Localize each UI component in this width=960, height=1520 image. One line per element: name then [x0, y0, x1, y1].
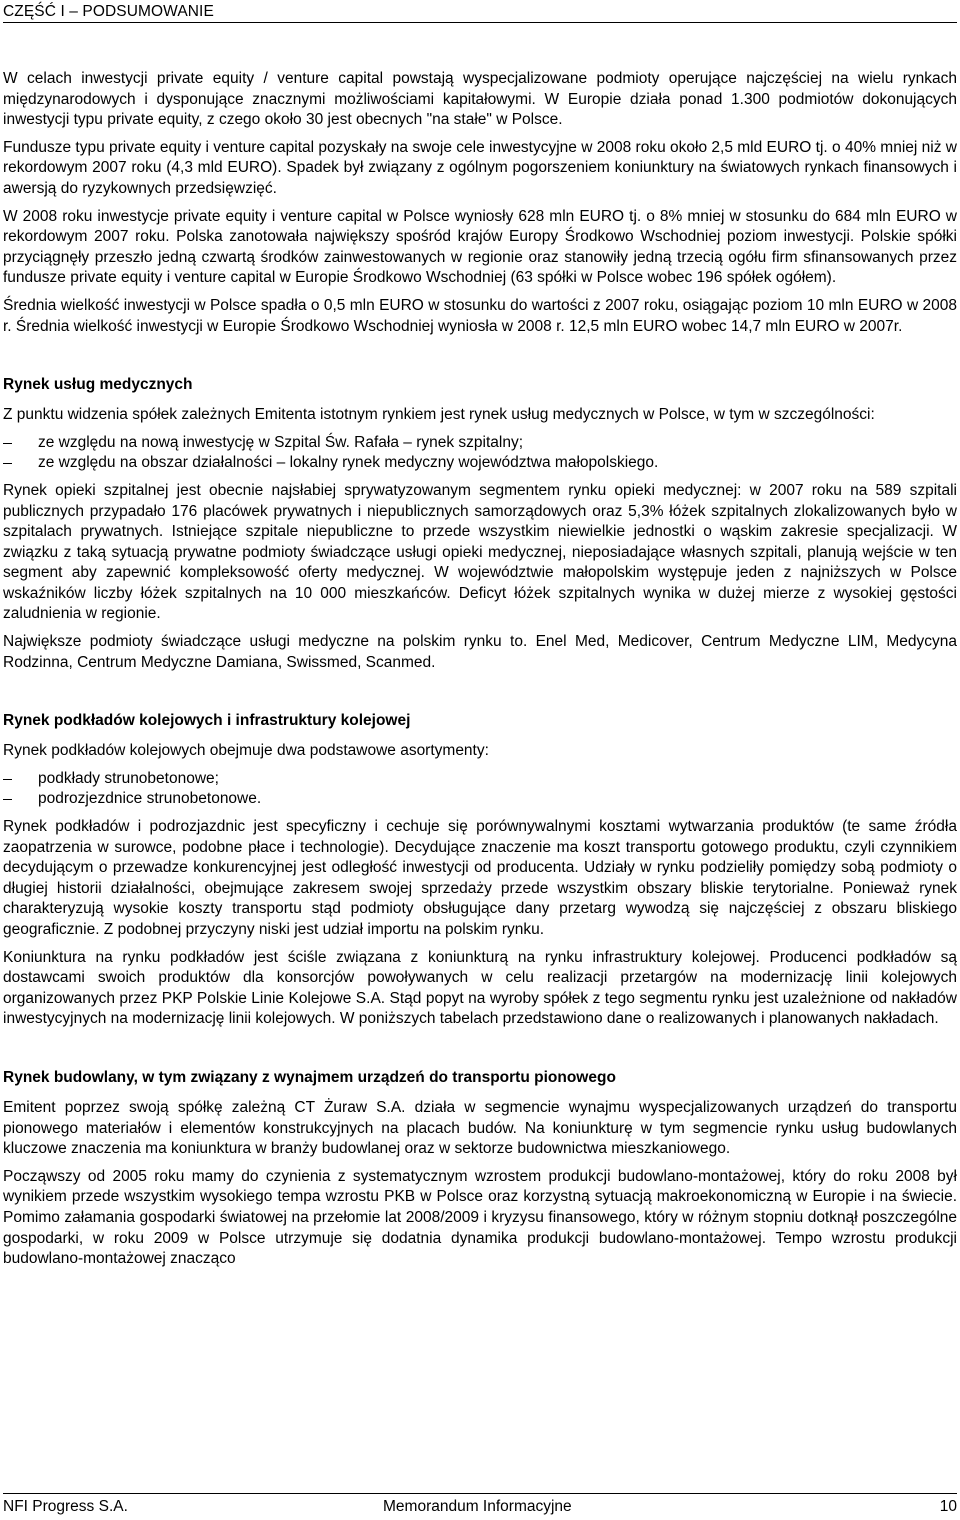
heading-medical-market: Rynek usług medycznych: [3, 376, 193, 394]
paragraph-rail-specifics: Rynek podkładów i podrozjazdnic jest specyficzny i cechuje się porównywalnymi kosztami wytwarzania produktów (te same źródła zaopatrzenia w surowce, podobne płace i technologie). Decydujące znaczenie ma koszt transportu gotowego produktu, czyli czynnikiem decydującym o przewadze konkurencyjnej jest odległość inwestycji od producenta. Udziały w rynku podzieliły pomiędzy sobą podmioty o długiej historii działalności, obejmujące zakresem swojej sprzedaży przede wszystkim obszary bliskie terytorialne. Ponieważ rynek charakteryzują wysokie koszty transportu stąd podmioty obsługujące dany przetarg wywodzą się najczęściej z obszaru bliskiego geograficznie. Z podobnej przyczyny niski jest udział importu na polskim rynku.: [3, 818, 957, 938]
dash-bullet-icon: [3, 779, 12, 780]
paragraph-pe-poland: W 2008 roku inwestycje private equity i venture capital w Polsce wyniosły 628 mln EURO tj. o 8% mniej w stosunku do 684 mln EURO w rekordowym 2007 roku. Polska zanotowała największy spośród krajów Europy Środkowo Wschodniej poziom inwestycji. Polskie spółki przyciągnęły przeszło jedną czwartą środków zainwestowanych w regionie oraz stanowiły jedną trzecią ogółu firm sfinansowanych przez fundusze private equity i venture capital w Europie Środkowo Wschodniej (63 spółki w Polsce wobec 196 spółek ogółem).: [3, 207, 957, 287]
footer-company: NFI Progress S.A.: [3, 1498, 128, 1515]
paragraph-rail-intro: Rynek podkładów kolejowych obejmuje dwa podstawowe asortymenty:: [3, 742, 489, 760]
heading-construction-market: Rynek budowlany, w tym związany z wynajmem urządzeń do transportu pionowego: [3, 1068, 616, 1086]
paragraph-construction-growth: Począwszy od 2005 roku mamy do czynienia z systematycznym wzrostem produkcji budowlano-montażowej, który do roku 2008 był wynikiem przede wszystkim wysokiego tempa wzrostu PKB w Polsce oraz korzystną sytuacją makroekonomiczną w Europie i na świecie. Pomimo załamania gospodarki światowej na przełomie lat 2008/2009 i kryzysu finansowego, który w różnym stopniu dotknął poszczególne gospodarki, w roku 2009 w Polsce utrzymuje się dodatnia dynamika produkcji budowlano-montażowej. Tempo wzrostu produkcji budowlano-montażowej znacząco: [3, 1167, 957, 1268]
rail-bullet-list: [3, 769, 957, 810]
footer-document-title: Memorandum Informacyjne: [383, 1498, 572, 1515]
section-title: CZĘŚĆ I – PODSUMOWANIE: [3, 3, 214, 20]
list-item: podrozjezdnice strunobetonowe.: [3, 789, 957, 810]
list-item: ze względu na nową inwestycję w Szpital Św. Rafała – rynek szpitalny;: [3, 433, 957, 454]
page-footer: [3, 1493, 957, 1514]
paragraph-construction-intro: Emitent poprzez swoją spółkę zależną CT Żuraw S.A. działa w segmencie wynajmu wyspecjalizowanych urządzeń do transportu pionowego materiałów i elementów konstrukcyjnych na placach budów. Na koniunkturę w tym segmencie rynku usług budowlanych kluczowe znaczenia ma koniunktura w branży budowlanej oraz w sektorze budownictwa mieszkaniowego.: [3, 1098, 957, 1158]
page-number: 10: [939, 1498, 957, 1515]
paragraph-pe-intro: W celach inwestycji private equity / venture capital powstają wyspecjalizowane podmioty operujące najczęściej na wielu rynkach międzynarodowych i dysponujące znacznymi możliwościami kapitałowymi. W Europie działa ponad 1.300 podmiotów dokonujących inwestycji typu private equity, z czego około 30 jest obecnych "na stałe" w Polsce.: [3, 70, 957, 129]
paragraph-pe-funds: Fundusze typu private equity i venture capital pozyskały na swoje cele inwestycyjne w 2008 roku około 2,5 mld EURO tj. o 40% mniej niż w rekordowym 2007 roku (4,3 mld EURO). Spadek był związany z ogólnym pogorszeniem koniunktury na światowych rynkach finansowych i awersją do ryzykownych przedsięwzięć.: [3, 138, 957, 197]
dash-bullet-icon: [3, 443, 12, 444]
paragraph-medical-intro: Z punktu widzenia spółek zależnych Emitenta istotnym rynkiem jest rynek usług medycznych w Polsce, w tym w szczególności:: [3, 406, 875, 424]
paragraph-pe-average: Średnia wielkość inwestycji w Polsce spadła o 0,5 mln EURO w stosunku do wartości z 2007 roku, osiągając poziom 10 mln EURO w 2008 r. Średnia wielkość inwestycji w Europie Środkowo Wschodniej wyniosła w 2008 r. 12,5 mln EURO wobec 14,7 mln EURO w 2007r.: [3, 296, 957, 335]
list-item: ze względu na obszar działalności – lokalny rynek medyczny województwa małopolskiego.: [3, 453, 957, 474]
paragraph-medical-players: Największe podmioty świadczące usługi medyczne na polskim rynku to. Enel Med, Medicover, Centrum Medyczne LIM, Medycyna Rodzinna, Centrum Medyczne Damiana, Swissmed, Scanmed.: [3, 633, 957, 671]
page-header: [3, 3, 957, 23]
dash-bullet-icon: [3, 799, 12, 800]
page-content: [3, 69, 957, 1270]
list-item: podkłady strunobetonowe;: [3, 769, 957, 790]
dash-bullet-icon: [3, 463, 12, 464]
medical-bullet-list: [3, 433, 957, 474]
paragraph-hospital-market: Rynek opieki szpitalnej jest obecnie najsłabiej sprywatyzowanym segmentem rynku opieki medycznej: w 2007 roku na 589 szpitali publicznych przypadało 176 placówek prywatnych i niepublicznych samorządowych oraz 5,3% łóżek szpitalnych zlokalizowanych było w szpitalach prywatnych. Istniejące szpitale niepubliczne to przede wszystkim niewielkie jednostki o wąskim zakresie specjalizacji. W związku z taką sytuacją prywatne podmioty świadczące usługi opieki medycznej, nieposiadające własnych szpitali, planują wejście w ten segment aby zapewnić kompleksowość oferty medycznej. W województwie małopolskim występuje jeden z najniższych w Polsce wskaźników liczby łóżek szpitalnych na 10 000 mieszkańców. Deficyt łóżek szpitalnych wynika w dużej mierze z wysokiej gęstości zaludnienia w regionie.: [3, 481, 957, 623]
heading-rail-market: Rynek podkładów kolejowych i infrastruktury kolejowej: [3, 712, 411, 730]
paragraph-rail-economy: Koniunktura na rynku podkładów jest ściśle związana z koniunkturą na rynku infrastruktury kolejowej. Producenci podkładów są dostawcami swoich produktów dla konsorcjów powoływanych w celu realizacji przetargów na modernizację linii kolejowych organizowanych przez PKP Polskie Linie Kolejowe S.A. Stąd popyt na wyroby spółek z tego segmentu rynku jest uzależnione od nakładów inwestycyjnych na modernizację linii kolejowych. W poniższych tabelach przedstawiono dane o realizowanych i planowanych nakładach.: [3, 948, 957, 1028]
